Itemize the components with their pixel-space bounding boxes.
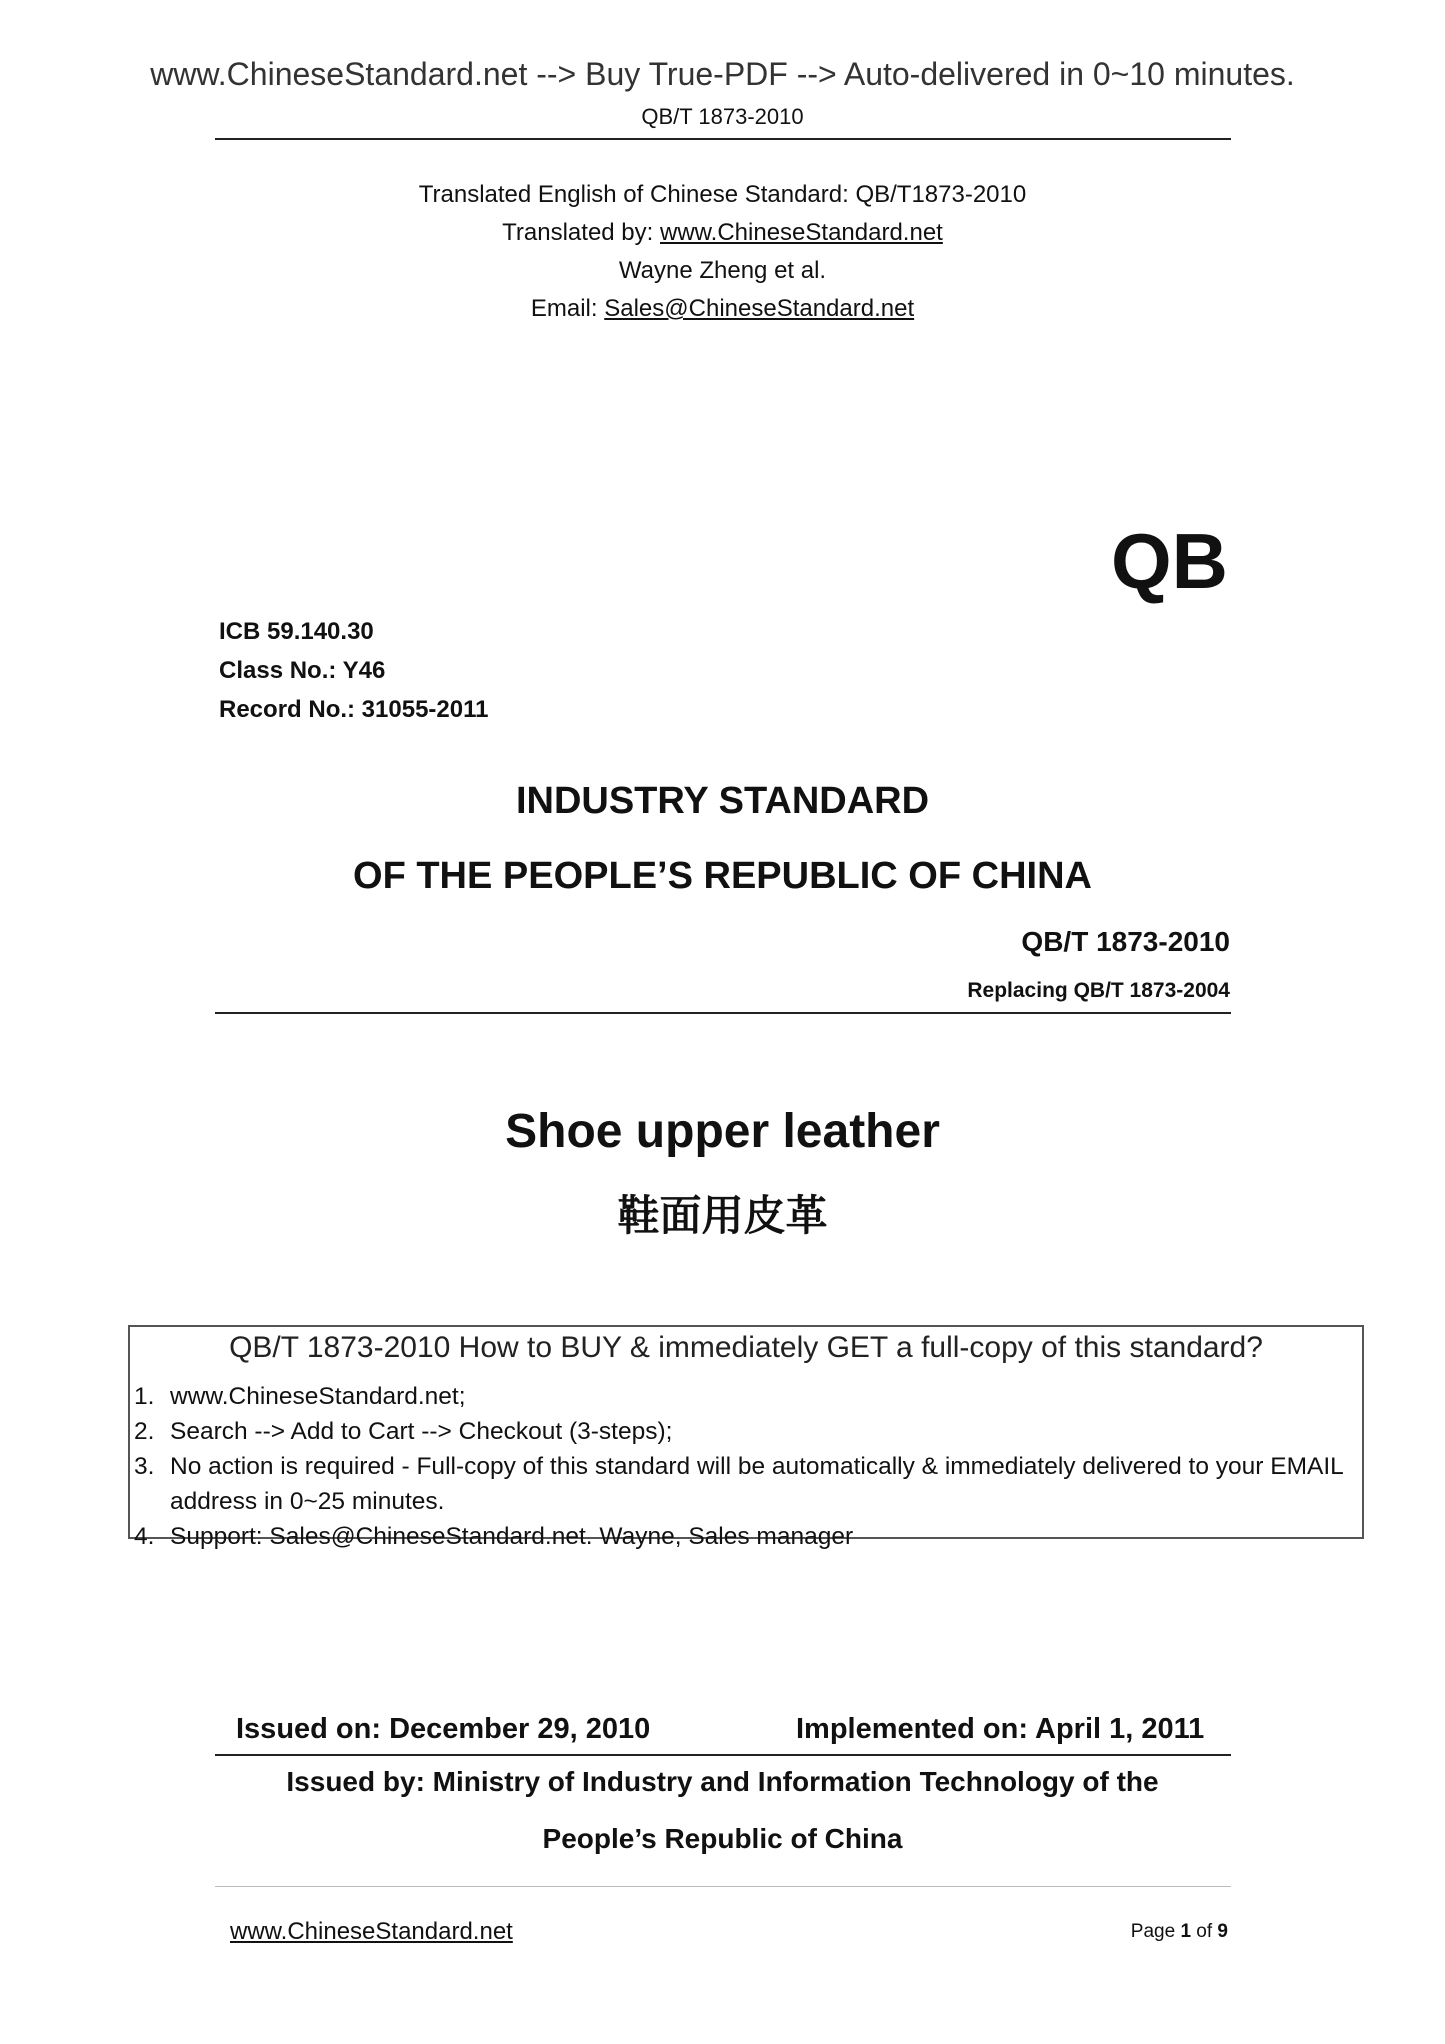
header-standard-code: QB/T 1873-2010 (641, 104, 804, 129)
step-text: Support: Sales@ChineseStandard.net. Wayne, Sales manager (170, 1523, 854, 1550)
document-title: Shoe upper leather (505, 1105, 940, 1158)
purchase-heading: QB/T 1873-2010 How to BUY & immediately GET a full-copy of this standard? (229, 1331, 1263, 1364)
icb-number: ICB 59.140.30 (219, 618, 374, 645)
email-link[interactable]: Sales@ChineseStandard.net (604, 295, 915, 322)
translation-line: Translated English of Chinese Standard: QB/T1873-2010 (418, 181, 1027, 208)
class-number: Class No.: Y46 (219, 657, 386, 684)
issuer-line2: People’s Republic of China (542, 1823, 903, 1854)
purchase-step: 1. www.ChineseStandard.net; (134, 1383, 466, 1410)
standard-title-line2: OF THE PEOPLE’S REPUBLIC OF CHINA (353, 855, 1092, 897)
translated-by-label: Translated by: (502, 219, 660, 246)
dates-divider (215, 1754, 1231, 1756)
footer-site-link[interactable]: www.ChineseStandard.net (230, 1918, 513, 1945)
email-line (0, 290, 1445, 328)
header-banner: www.ChineseStandard.net --> Buy True-PDF --> Auto-delivered in 0~10 minutes. (150, 56, 1295, 92)
purchase-step: 4. Support: Sales@ChineseStandard.net. Wayne, Sales manager (134, 1523, 854, 1550)
category-mark: QB (1111, 517, 1228, 605)
step-text: No action is required - Full-copy of this standard will be automatically & immediately delivered to your EMAIL address in 0~25 minutes. (170, 1453, 1343, 1515)
issuer-line1: Issued by: Ministry of Industry and Information Technology of the (286, 1766, 1159, 1797)
footer-divider (215, 1886, 1231, 1887)
document-title-chinese: 鞋面用皮革 (617, 1191, 828, 1240)
purchase-info-box (128, 1325, 1364, 1550)
page-indicator (1131, 1921, 1228, 1943)
header-divider (215, 138, 1231, 140)
step-site-link[interactable]: www.ChineseStandard.net; (170, 1383, 466, 1410)
translators: Wayne Zheng et al. (618, 257, 827, 284)
page-total: 9 (1217, 1921, 1228, 1942)
email-label: Email: (530, 295, 605, 322)
translated-by (0, 214, 1445, 252)
implemented-date: Implemented on: April 1, 2011 (796, 1713, 1205, 1745)
standard-title-line1: INDUSTRY STANDARD (515, 780, 930, 822)
translator-site-link[interactable]: www.ChineseStandard.net (660, 219, 943, 246)
purchase-step: 3. No action is required - Full-copy of this standard will be automatically & immediately delivered to your EMAIL address in 0~25 minutes. (134, 1453, 1343, 1515)
record-number: Record No.: 31055-2011 (219, 696, 489, 723)
purchase-step: 2. Search --> Add to Cart --> Checkout (3-steps); (134, 1418, 673, 1445)
standard-code: QB/T 1873-2010 (1021, 926, 1230, 957)
purchase-steps (134, 1379, 1354, 1554)
page-label: Page (1130, 1921, 1181, 1942)
replacing-standard: Replacing QB/T 1873-2004 (967, 979, 1230, 1002)
page-of: of (1191, 1921, 1218, 1942)
title-divider (215, 1012, 1231, 1014)
issued-date: Issued on: December 29, 2010 (236, 1713, 651, 1745)
step-text: Search --> Add to Cart --> Checkout (3-steps); (170, 1418, 673, 1445)
page-current: 1 (1180, 1921, 1192, 1942)
